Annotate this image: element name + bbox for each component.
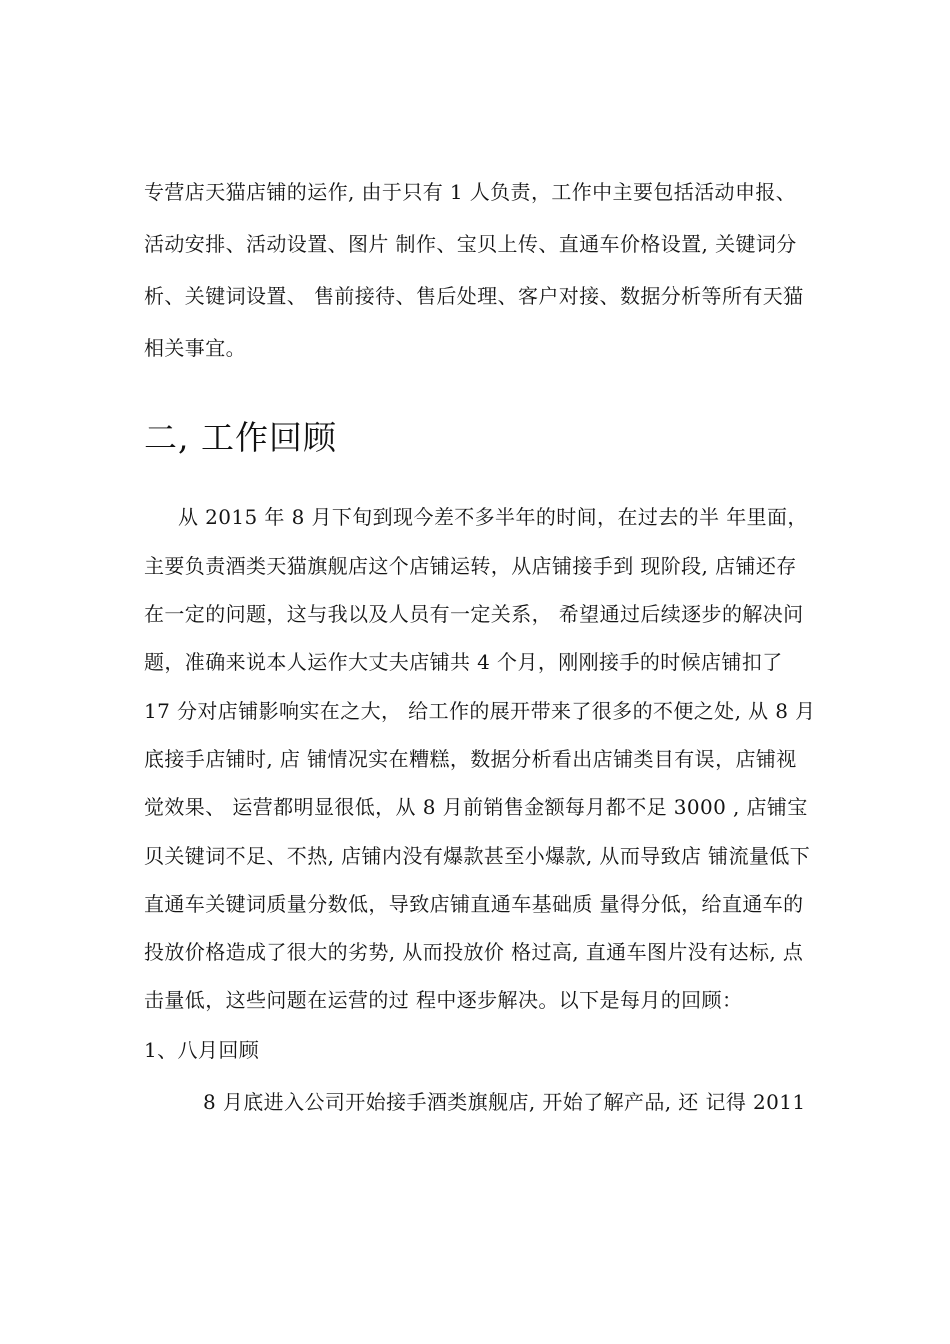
review-line-4: 题，准确来说本人运作大丈夫店铺共 4 个月，刚刚接手的时候店铺扣了 [144,650,783,674]
review-line-10: 投放价格造成了很大的劣势, 从而投放价 格过高, 直通车图片没有达标, 点 [144,940,804,964]
review-line-9: 直通车关键词质量分数低，导致店铺直通车基础质 量得分低，给直通车的 [144,892,804,916]
subsection-heading: 1、八月回顾 [144,1038,260,1062]
section-heading: 二, 工作回顾 [144,418,337,457]
intro-line-2: 活动安排、活动设置、图片 制作、宝贝上传、直通车价格设置, 关键词分 [144,232,797,256]
review-line-11: 击量低，这些问题在运营的过 程中逐步解决。以下是每月的回顾： [144,988,743,1012]
review-line-1: 从 2015 年 8 月下旬到现今差不多半年的时间，在过去的半 年里面， [178,505,808,529]
review-line-3: 在一定的问题，这与我以及人员有一定关系， 希望通过后续逐步的解决问 [144,602,804,626]
intro-line-3: 析、关键词设置、 售前接待、售后处理、客户对接、数据分析等所有天猫 [144,284,804,308]
intro-line-4: 相关事宜。 [144,336,246,360]
review-line-5: 17 分对店铺影响实在之大， 给工作的展开带来了很多的不便之处, 从 8 月 [144,699,816,723]
review-line-8: 贝关键词不足、不热, 店铺内没有爆款甚至小爆款, 从而导致店 铺流量低下 [144,844,811,868]
august-line-1: 8 月底进入公司开始接手酒类旗舰店, 开始了解产品, 还 记得 2011 [203,1090,806,1114]
review-line-6: 底接手店铺时, 店 铺情况实在糟糕，数据分析看出店铺类目有误，店铺视 [144,747,797,771]
review-line-2: 主要负责酒类天猫旗舰店这个店铺运转，从店铺接手到 现阶段, 店铺还存 [144,554,797,578]
review-line-7: 觉效果、 运营都明显很低，从 8 月前销售金额每月都不足 3000 , 店铺宝 [144,795,808,819]
intro-line-1: 专营店天猫店铺的运作, 由于只有 1 人负责，工作中主要包括活动申报、 [144,180,797,204]
